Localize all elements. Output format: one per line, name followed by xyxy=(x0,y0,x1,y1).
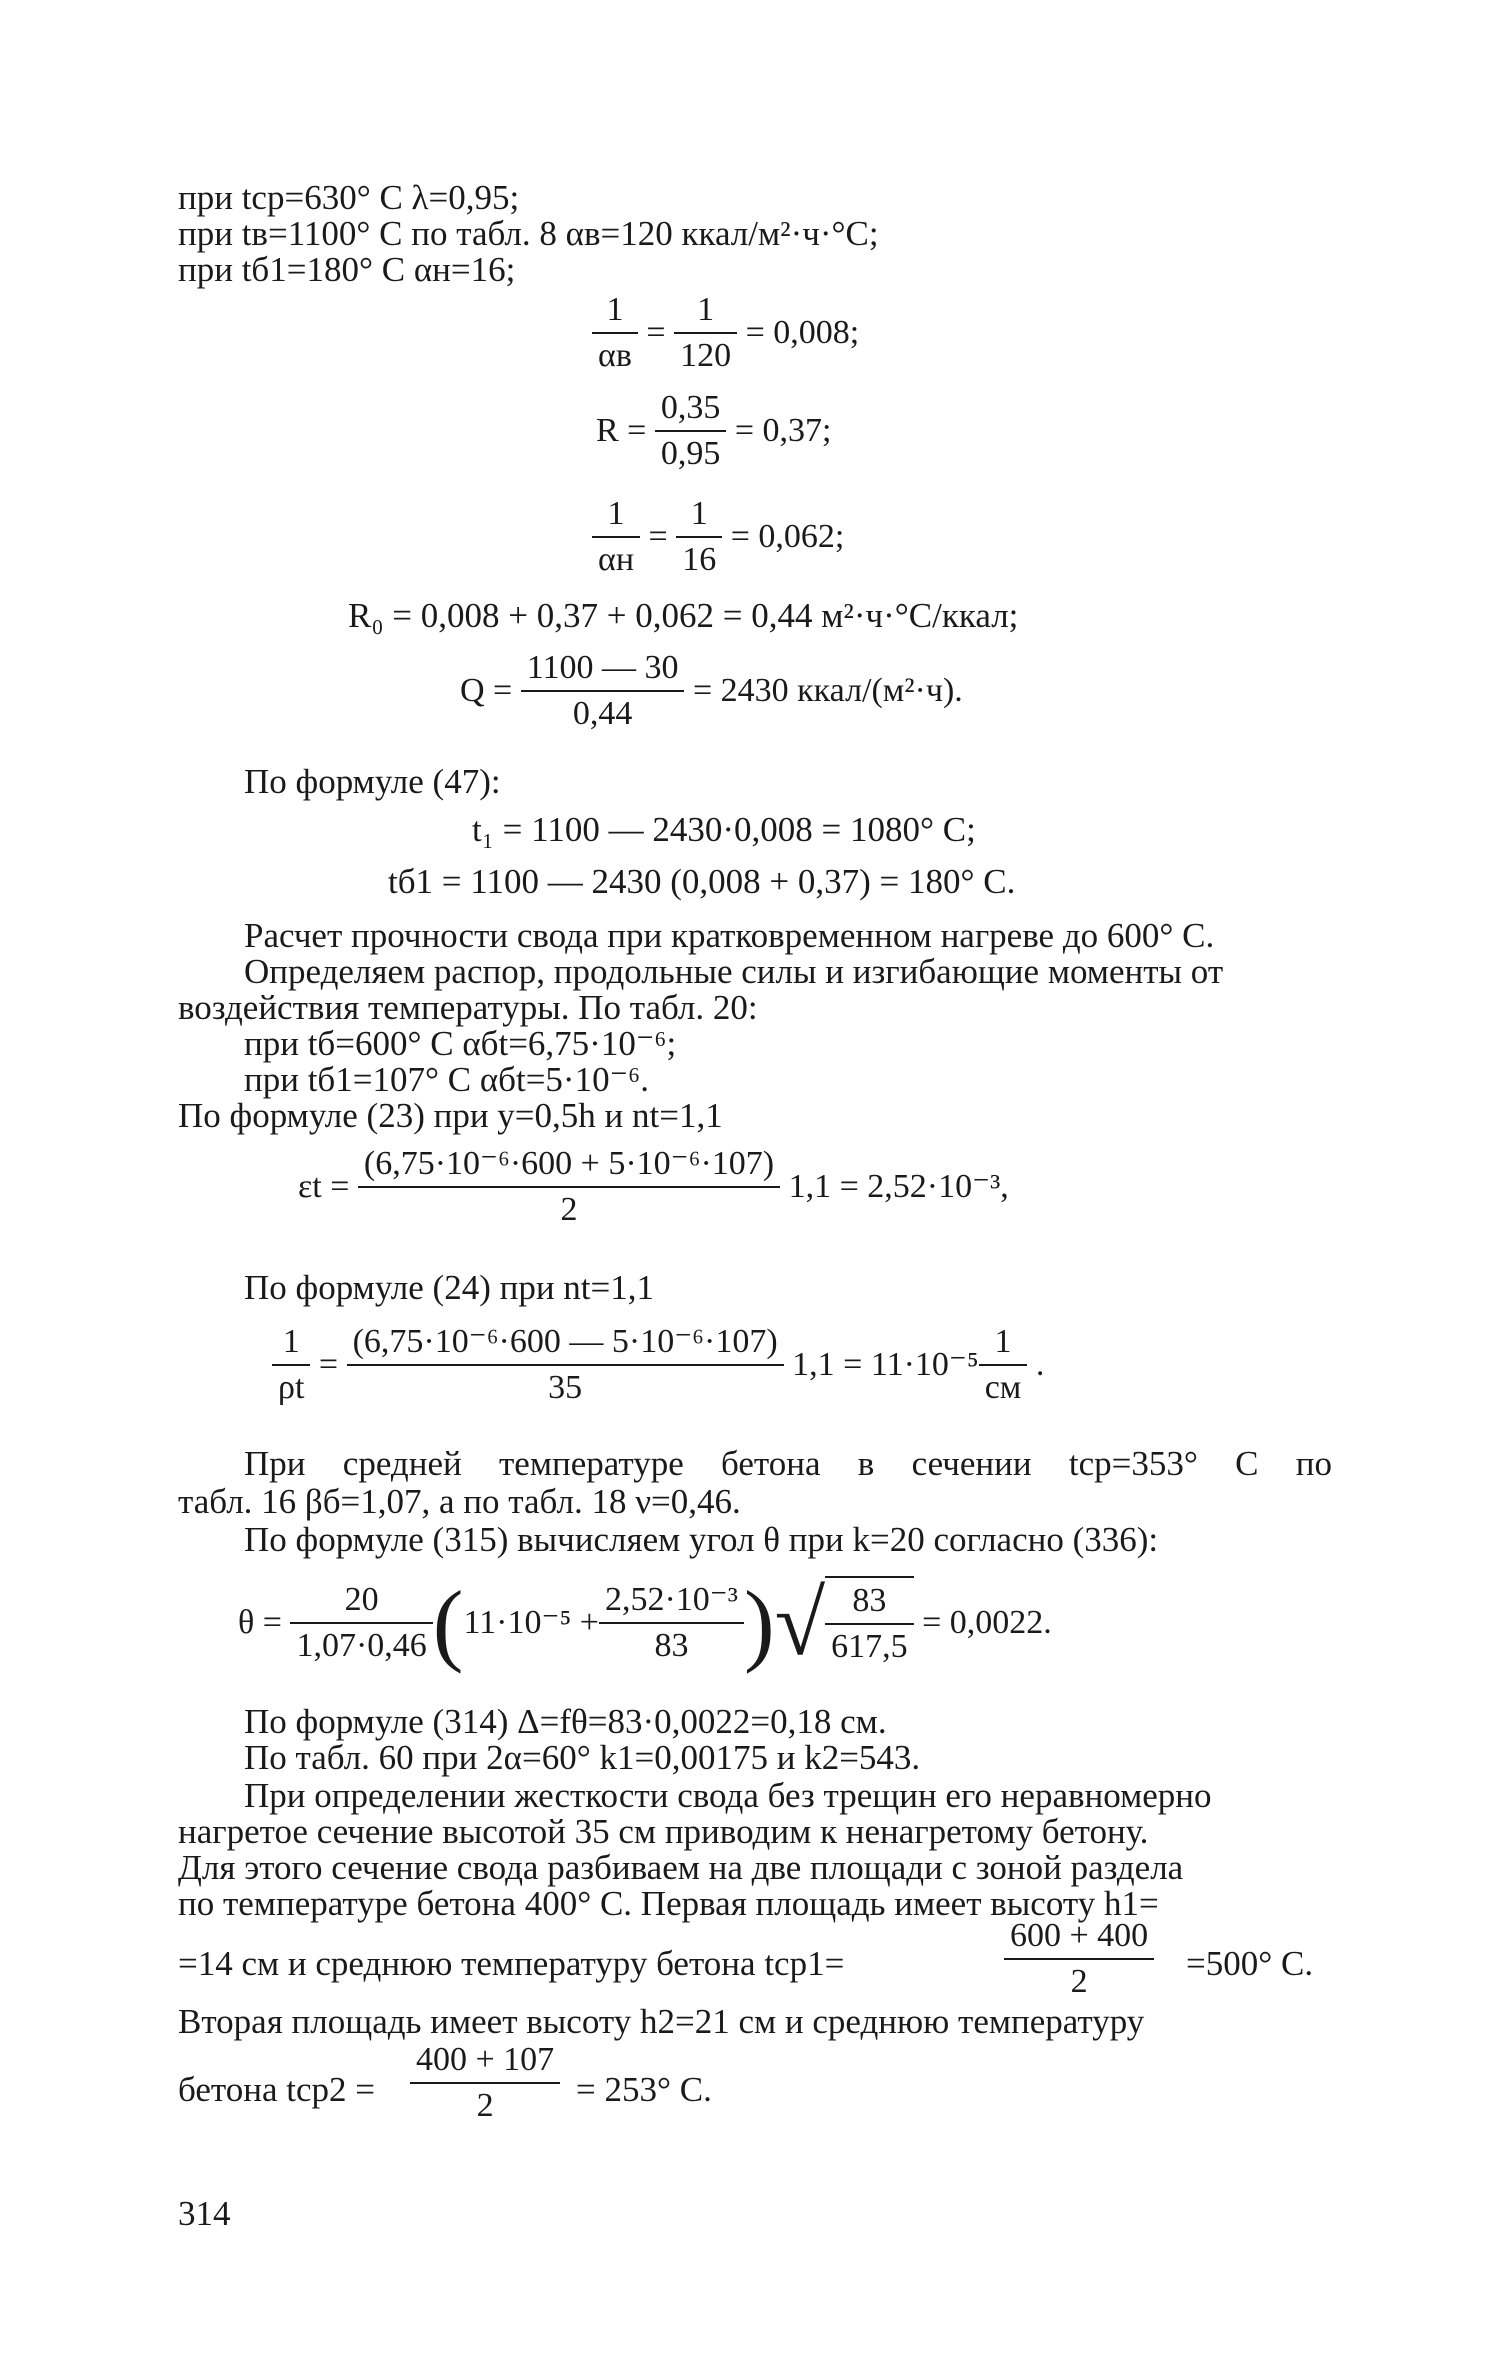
text-line: По формуле (24) при nt=1,1 xyxy=(244,1268,655,1307)
equation-r: R = $\frac{0,35}{0,95}$ = 0,37; xyxy=(596,389,832,472)
fraction-tcp2: $\frac{400 + 107}{2}$ xyxy=(410,2040,560,2126)
page-number: 314 xyxy=(178,2194,231,2233)
text-line: табл. 16 βб=1,07, а по табл. 18 ν=0,46. xyxy=(178,1482,741,1521)
text-line: При средней температуре бетона в сечении tср=353° С по xyxy=(244,1444,1332,1483)
text-line: Определяем распор, продольные силы и изгибающие моменты от xyxy=(244,952,1224,991)
equation-q: Q = $\frac{1100 — 30}{0,44}$ = 2430 ккал/(м²·ч). xyxy=(460,649,963,732)
text-line: По табл. 60 при 2α=60° k1=0,00175 и k2=543. xyxy=(244,1738,921,1777)
text-line: при tб1=107° С αбt=5·10⁻⁶. xyxy=(244,1060,650,1099)
text-line: По формуле (47): xyxy=(244,762,501,801)
text-line: Для этого сечение свода разбиваем на две площади с зоной раздела xyxy=(178,1848,1184,1887)
fraction-tcp1: $\frac{600 + 400}{2}$ xyxy=(1004,1916,1154,2002)
text-line: по температуре бетона 400° С. Первая площадь имеет высоту h1= xyxy=(178,1884,1159,1923)
equation-alpha-n: $\frac{1}{\alpha н}$ = $\frac{1}{16}$ = 0,062; xyxy=(592,494,844,580)
equation-epsilon-t: εt = $\frac{\text{(6,75·10⁻⁶·600 + 5·10⁻⁶·107)}}{2}$ 1,1 = 2,52·10⁻³, xyxy=(298,1145,1009,1228)
text-line: По формуле (23) при y=0,5h и nt=1,1 xyxy=(178,1096,723,1135)
equation-alpha-v: $\frac{1}{\alpha в}$ = $\frac{1}{120}$ = 0,008; xyxy=(592,290,859,376)
equation-tb1: tб1 = 1100 — 2430 (0,008 + 0,37) = 180° С. xyxy=(388,862,1016,901)
text-line: =500° С. xyxy=(1186,1944,1314,1983)
text-line: при tб1=180° С αн=16; xyxy=(178,250,516,289)
text-line: нагретое сечение высотой 35 см приводим к ненагретому бетону. xyxy=(178,1812,1149,1851)
text-line: По формуле (314) Δ=fθ=83·0,0022=0,18 см. xyxy=(244,1702,887,1741)
text-line: воздействия температуры. По табл. 20: xyxy=(178,988,758,1027)
equation-r0: R₀ = 0,008 + 0,37 + 0,062 = 0,44 м²·ч·°С/ккал; xyxy=(348,596,1019,635)
text-line: При определении жесткости свода без трещин его неравномерно xyxy=(244,1776,1212,1815)
text-line: =14 см и среднюю температуру бетона tср1= xyxy=(178,1944,845,1983)
text-line: при tв=1100° С по табл. 8 αв=120 ккал/м²·ч·°С; xyxy=(178,214,879,253)
equation-curvature: $\frac{1}{\rho t}$ = $\frac{\text{(6,75·10⁻⁶·600 — 5·10⁻⁶·107)}}{35}$ 1,1 = 11·10⁻⁵ $\frac{1}{см}$ . xyxy=(272,1322,1044,1408)
text-line: Вторая площадь имеет высоту h2=21 см и среднюю температуру xyxy=(178,2002,1145,2041)
equation-t1: t₁ = 1100 — 2430·0,008 = 1080° С; xyxy=(472,810,976,849)
text-line: Расчет прочности свода при кратковременном нагреве до 600° С. xyxy=(244,916,1215,955)
text-line: бетона tср2 = xyxy=(178,2070,375,2109)
equation-theta: θ = $\frac{20}{1,07\cdot 0,46}$ ( 11·10⁻⁵ + $\frac{\text{2,52·10⁻³}}{83}$ ) √ $\frac{83}{617,5}$ = 0,0022. xyxy=(238,1572,1052,1674)
text-line: По формуле (315) вычисляем угол θ при k=20 согласно (336): xyxy=(244,1520,1159,1559)
text-line: при tб=600° С αбt=6,75·10⁻⁶; xyxy=(244,1024,677,1063)
text-line: при tср=630° С λ=0,95; xyxy=(178,178,520,217)
text-line: = 253° С. xyxy=(576,2070,712,2109)
